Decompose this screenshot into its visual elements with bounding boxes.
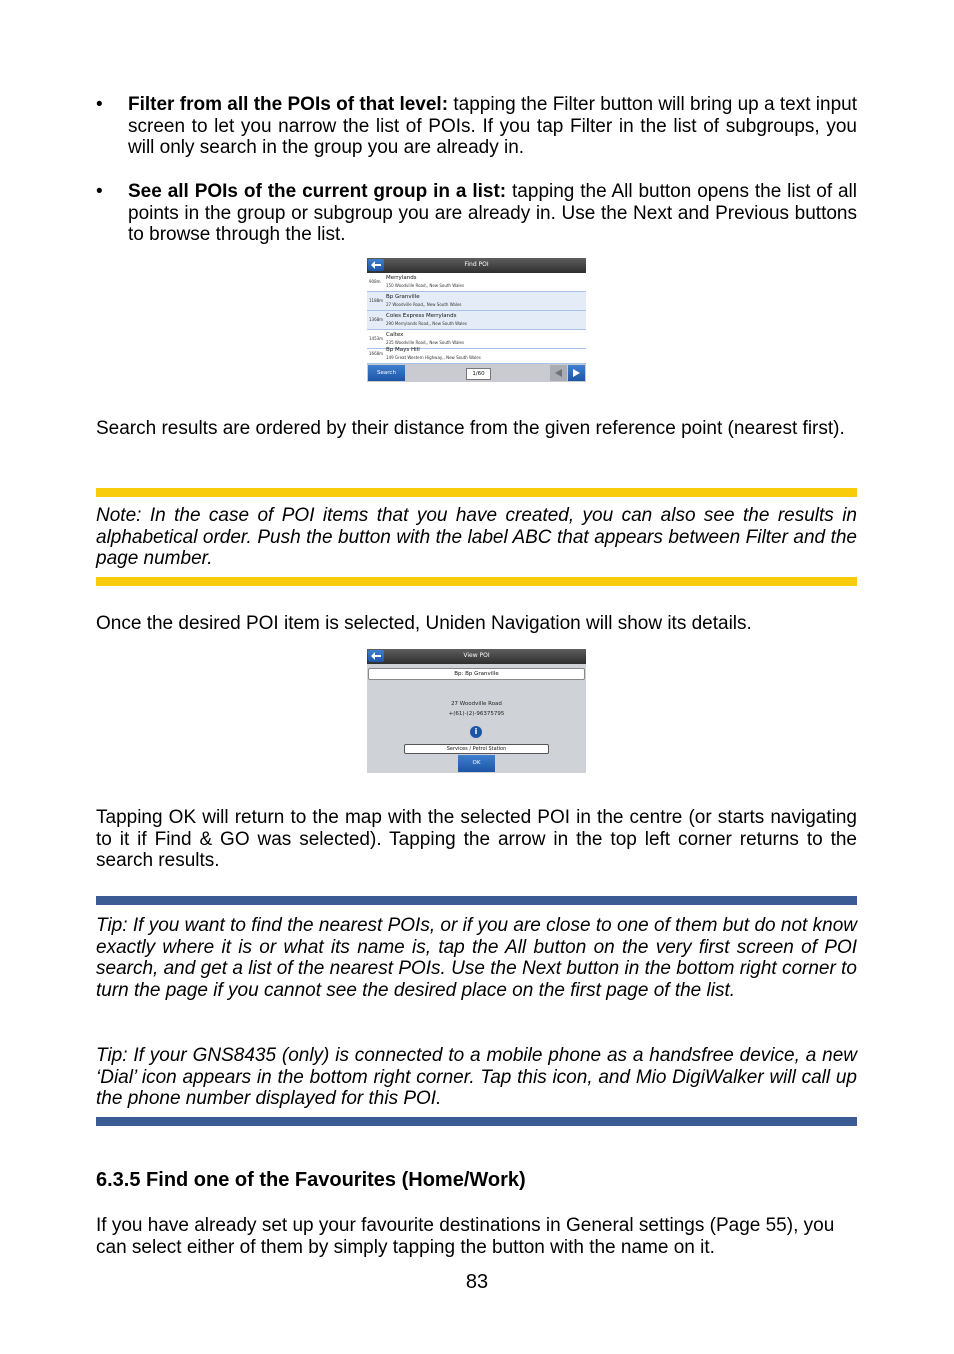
poi-address: 150 Woodville Road,, New South Wales bbox=[386, 283, 465, 288]
poi-name: Bp Granville bbox=[386, 294, 420, 300]
poi-address: 290 Merrylands Road,, New South Wales bbox=[386, 321, 467, 326]
poi-distance: 1188m bbox=[369, 298, 384, 303]
tip-top-bar bbox=[96, 896, 857, 905]
page-indicator: 1/60 bbox=[466, 368, 491, 380]
section-heading: 6.3.5 Find one of the Favourites (Home/Work) bbox=[96, 1169, 526, 1191]
bullet-all bbox=[128, 181, 857, 246]
screen-footer bbox=[367, 364, 586, 382]
bullet-marker: • bbox=[96, 94, 103, 115]
poi-result-row[interactable] bbox=[367, 273, 586, 292]
note-text: Note: In the case of POI items that you have created, you can also see the results in alphabetical order. Push the button with the label ABC that appears between Filter and the page number. bbox=[96, 505, 857, 570]
poi-distance: 908m bbox=[369, 279, 381, 284]
poi-address: 27 Woodville Road bbox=[451, 701, 502, 707]
next-button[interactable] bbox=[568, 365, 585, 381]
find-poi-screenshot bbox=[367, 258, 586, 382]
poi-category: Services / Petrol Station bbox=[404, 744, 549, 754]
poi-address: 27 Woodville Road,, New South Wales bbox=[386, 302, 462, 307]
tip-bottom-bar bbox=[96, 1117, 857, 1126]
poi-address: 149 Great Western Highway,, New South Wales bbox=[386, 355, 481, 360]
poi-name: Caltex bbox=[386, 332, 404, 338]
poi-details bbox=[367, 664, 586, 773]
poi-distance: 1368m bbox=[369, 317, 384, 322]
info-icon[interactable]: i bbox=[470, 726, 482, 738]
bullet-all-heading: See all POIs of the current group in a list: bbox=[128, 181, 507, 202]
poi-name: Merrylands bbox=[386, 275, 417, 281]
para-search-order: Search results are ordered by their distance from the given reference point (nearest first). bbox=[96, 418, 845, 439]
poi-distance: 1453m bbox=[369, 336, 384, 341]
tip-nearest-pois: Tip: If you want to find the nearest POIs, or if you are close to one of them but do not know exactly where it is or what its name is, tap the All button on the very first screen of POI search, and get a list of the nearest POIs. Use the Next button in the bottom right corner to turn the page if you cannot see the desired place on the first page of the list. bbox=[96, 915, 857, 1001]
screen-title: Find POI bbox=[464, 261, 489, 268]
para-tapping-ok: Tapping OK will return to the map with the selected POI in the centre (or starts navigating to it if Find & GO was selected). Tapping the arrow in the top left corner returns to the search results. bbox=[96, 807, 857, 872]
bullet-all-text: tapping the All button opens the list of all points in the group or subgroup you are already in. Use the Next and Previous buttons to browse through the list. bbox=[128, 181, 857, 246]
bullet-marker: • bbox=[96, 181, 103, 202]
note-bottom-bar bbox=[96, 577, 857, 586]
screen-header bbox=[367, 258, 586, 273]
poi-name-field: Bp: Bp Granville bbox=[368, 668, 585, 680]
view-poi-screenshot bbox=[367, 649, 586, 773]
bullet-filter-heading: Filter from all the POIs of that level: bbox=[128, 94, 449, 115]
bullet-filter bbox=[128, 94, 857, 159]
poi-result-row[interactable] bbox=[367, 311, 586, 330]
search-button[interactable]: Search bbox=[368, 365, 405, 381]
poi-distance: 1668m bbox=[369, 351, 384, 356]
poi-result-row[interactable] bbox=[367, 345, 586, 364]
previous-button[interactable] bbox=[550, 365, 567, 381]
para-favourites: If you have already set up your favourite destinations in General settings (Page 55), you can select either of them by simply tapping the button with the name on it. bbox=[96, 1215, 835, 1258]
bullet-filter-text: tapping the Filter button will bring up a text input screen to let you narrow the list of POIs. If you tap Filter in the list of subgroups, you will only search in the group you are already in. bbox=[128, 94, 857, 159]
poi-phone: +(61)-(2)-96375795 bbox=[448, 711, 505, 717]
ok-button[interactable]: OK bbox=[458, 755, 495, 772]
screen-title: View POI bbox=[463, 652, 490, 659]
poi-name: Bp Mays Hill bbox=[386, 347, 420, 353]
note-top-bar bbox=[96, 488, 857, 497]
page-number: 83 bbox=[465, 1271, 489, 1293]
poi-address: 235 Woodville Road,, New South Wales bbox=[386, 340, 465, 345]
tip-dial-icon: Tip: If your GNS8435 (only) is connected to a mobile phone as a handsfree device, a new ‘Dial’ icon appears in the bottom right corner. Tap this icon, and Mio DigiWalker will call up the phone number displayed for this POI. bbox=[96, 1045, 857, 1110]
para-poi-selected: Once the desired POI item is selected, Uniden Navigation will show its details. bbox=[96, 613, 752, 634]
poi-result-row[interactable] bbox=[367, 292, 586, 311]
screen-header bbox=[367, 649, 586, 664]
poi-name: Coles Express Merrylands bbox=[386, 313, 457, 319]
